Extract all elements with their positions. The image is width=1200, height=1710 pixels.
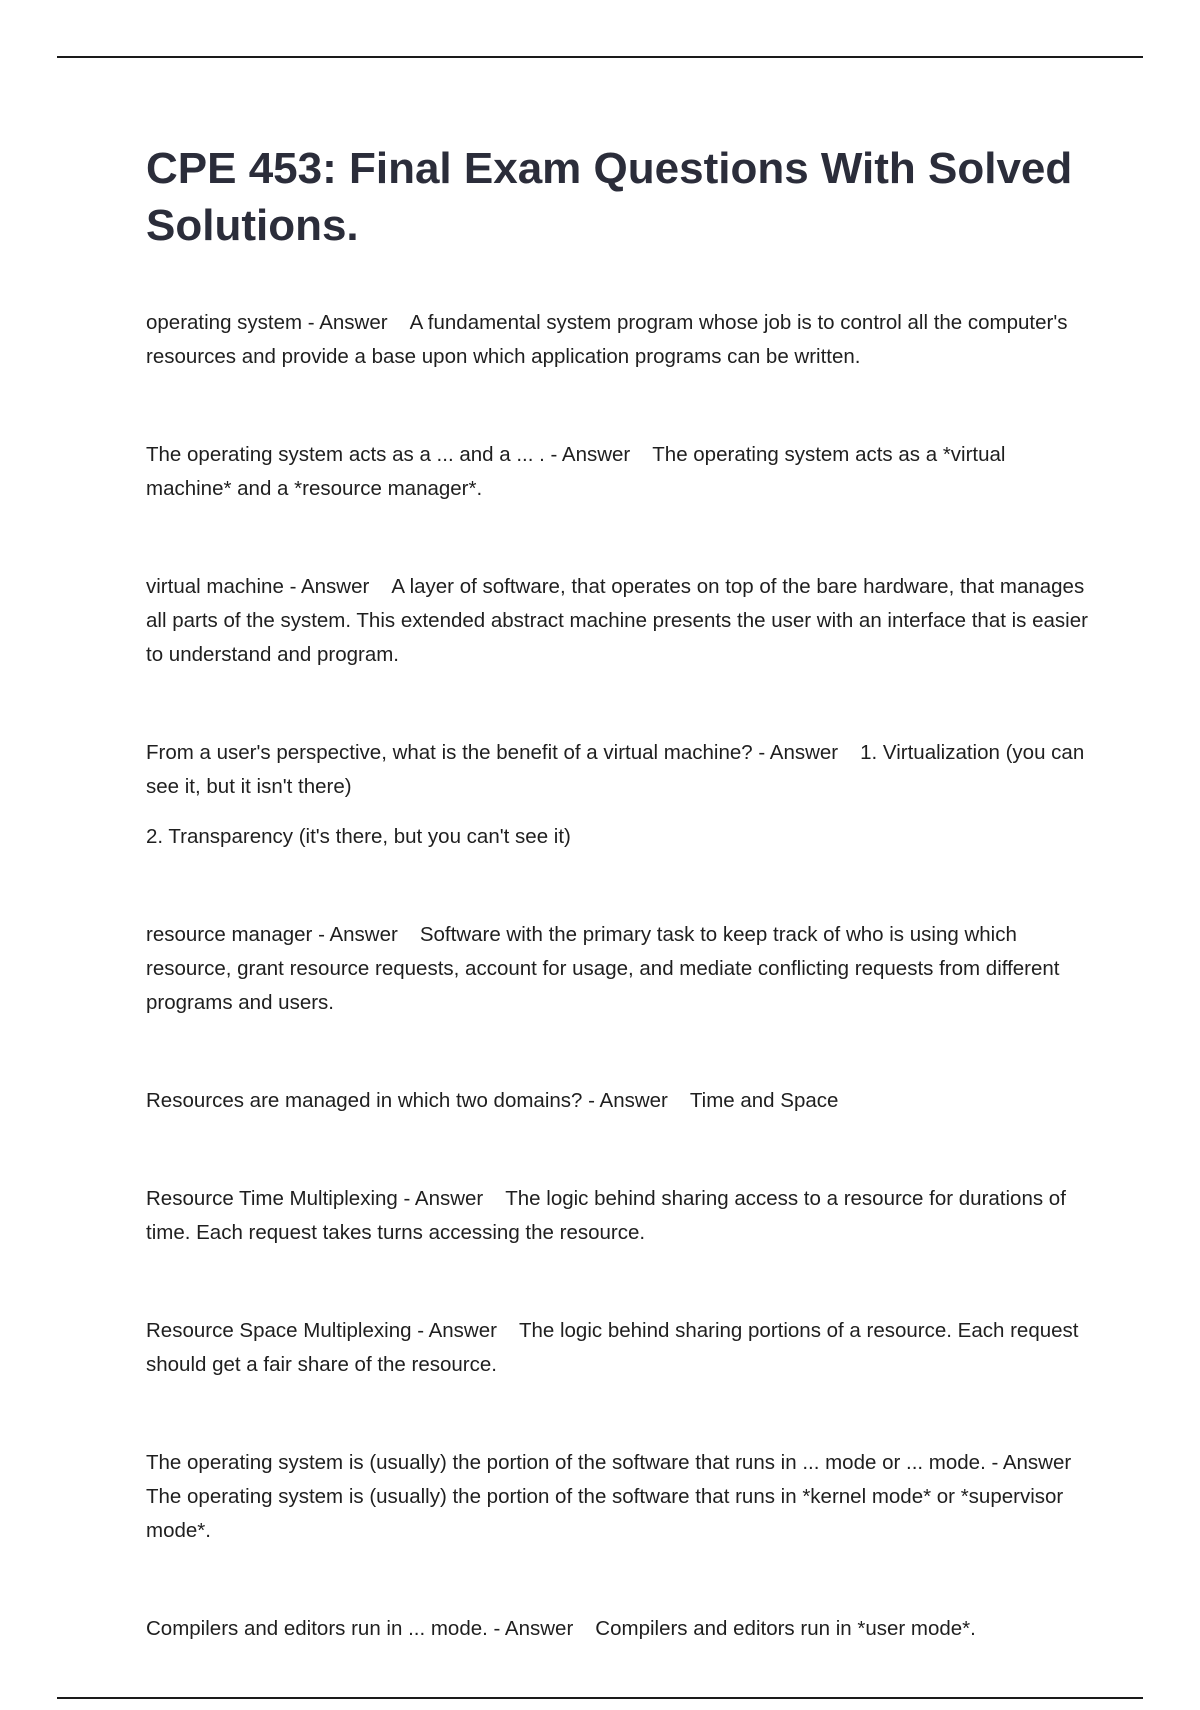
qa-item [146,306,1096,374]
question-text: The operating system acts as a ... and a ... . [146,443,545,466]
qa-item [146,438,1096,506]
answer-label: Answer [414,1187,484,1210]
qa-paragraph [146,1612,1096,1646]
question-text: operating system [146,311,303,334]
document-body [146,140,1096,1710]
answer-label: Answer [561,443,631,466]
question-text: resource manager [146,923,313,946]
qa-paragraph [146,438,1096,506]
question-text: From a user's perspective, what is the benefit of a virtual machine? [146,741,753,764]
answer-label: Answer [300,575,370,598]
qa-paragraph [146,1446,1096,1548]
page-title: CPE 453: Final Exam Questions With Solved Solutions. [146,144,1073,250]
qa-item [146,736,1096,854]
question-separator: - [411,1319,429,1342]
answer-text: Time and Space [689,1089,839,1112]
answer-text: The operating system acts as a *virtual machine* and a *resource manager*. [146,443,1006,500]
question-separator: - [312,923,330,946]
answer-label: Answer [1002,1451,1072,1474]
question-separator: - [752,741,770,764]
question-text: Resource Time Multiplexing [146,1187,398,1210]
qa-paragraph [146,736,1096,804]
answer-text: The logic behind sharing portions of a resource. Each request should get a fair share of the resource. [146,1319,1079,1376]
answer-label: Answer [769,741,839,764]
question-text: virtual machine [146,575,284,598]
question-separator: - [985,1451,1003,1474]
answer-text: 1. Virtualization (you can see it, but it isn't there) [146,741,1085,798]
qa-item [146,570,1096,672]
qa-item [146,1446,1096,1548]
question-separator: - [302,311,320,334]
qa-continuation [146,820,1096,854]
qa-item [146,1314,1096,1382]
answer-text: Compilers and editors run in *user mode*. [595,1617,976,1640]
question-text: Resource Space Multiplexing [146,1319,412,1342]
answer-text: The logic behind sharing access to a resource for durations of time. Each request takes turns accessing the resource. [146,1187,1066,1244]
question-separator: - [397,1187,415,1210]
answer-text: 2. Transparency (it's there, but you can't see it) [146,825,571,848]
bottom-rule [57,1697,1143,1699]
question-separator: - [582,1089,600,1112]
question-separator: - [283,575,301,598]
question-text: Compilers and editors run in ... mode. [146,1617,488,1640]
qa-paragraph [146,1314,1096,1382]
answer-label: Answer [329,923,398,946]
answer-text: A fundamental system program whose job is to control all the computer's resources and provide a base upon which application programs can be written. [146,311,1068,368]
answer-text: The operating system is (usually) the portion of the software that runs in *kernel mode* or *supervisor mode*. [146,1485,1064,1542]
qa-paragraph [146,1182,1096,1250]
qa-item [146,1084,1096,1118]
top-rule [57,56,1143,58]
qa-paragraph [146,306,1096,374]
answer-label: Answer [319,311,388,334]
question-text: The operating system is (usually) the portion of the software that runs in ... mode or ... mode. [146,1451,986,1474]
qa-paragraph [146,570,1096,672]
answer-label: Answer [504,1617,574,1640]
qa-item [146,918,1096,1020]
answer-text: A layer of software, that operates on top of the bare hardware, that manages all parts of the system. This extended abstract machine presents the user with an interface that is easier to understand and program. [146,575,1088,666]
qa-paragraph [146,918,1096,1020]
question-separator: - [487,1617,505,1640]
question-separator: - [544,443,562,466]
qa-item [146,1612,1096,1646]
qa-paragraph [146,1084,1096,1118]
answer-text: Software with the primary task to keep track of who is using which resource, grant resource requests, account for usage, and mediate conflicting requests from different programs and users. [146,923,1060,1014]
answer-label: Answer [599,1089,668,1112]
qa-list [146,306,1096,1646]
question-text: Resources are managed in which two domains? [146,1089,583,1112]
answer-label: Answer [428,1319,497,1342]
qa-item [146,1182,1096,1250]
